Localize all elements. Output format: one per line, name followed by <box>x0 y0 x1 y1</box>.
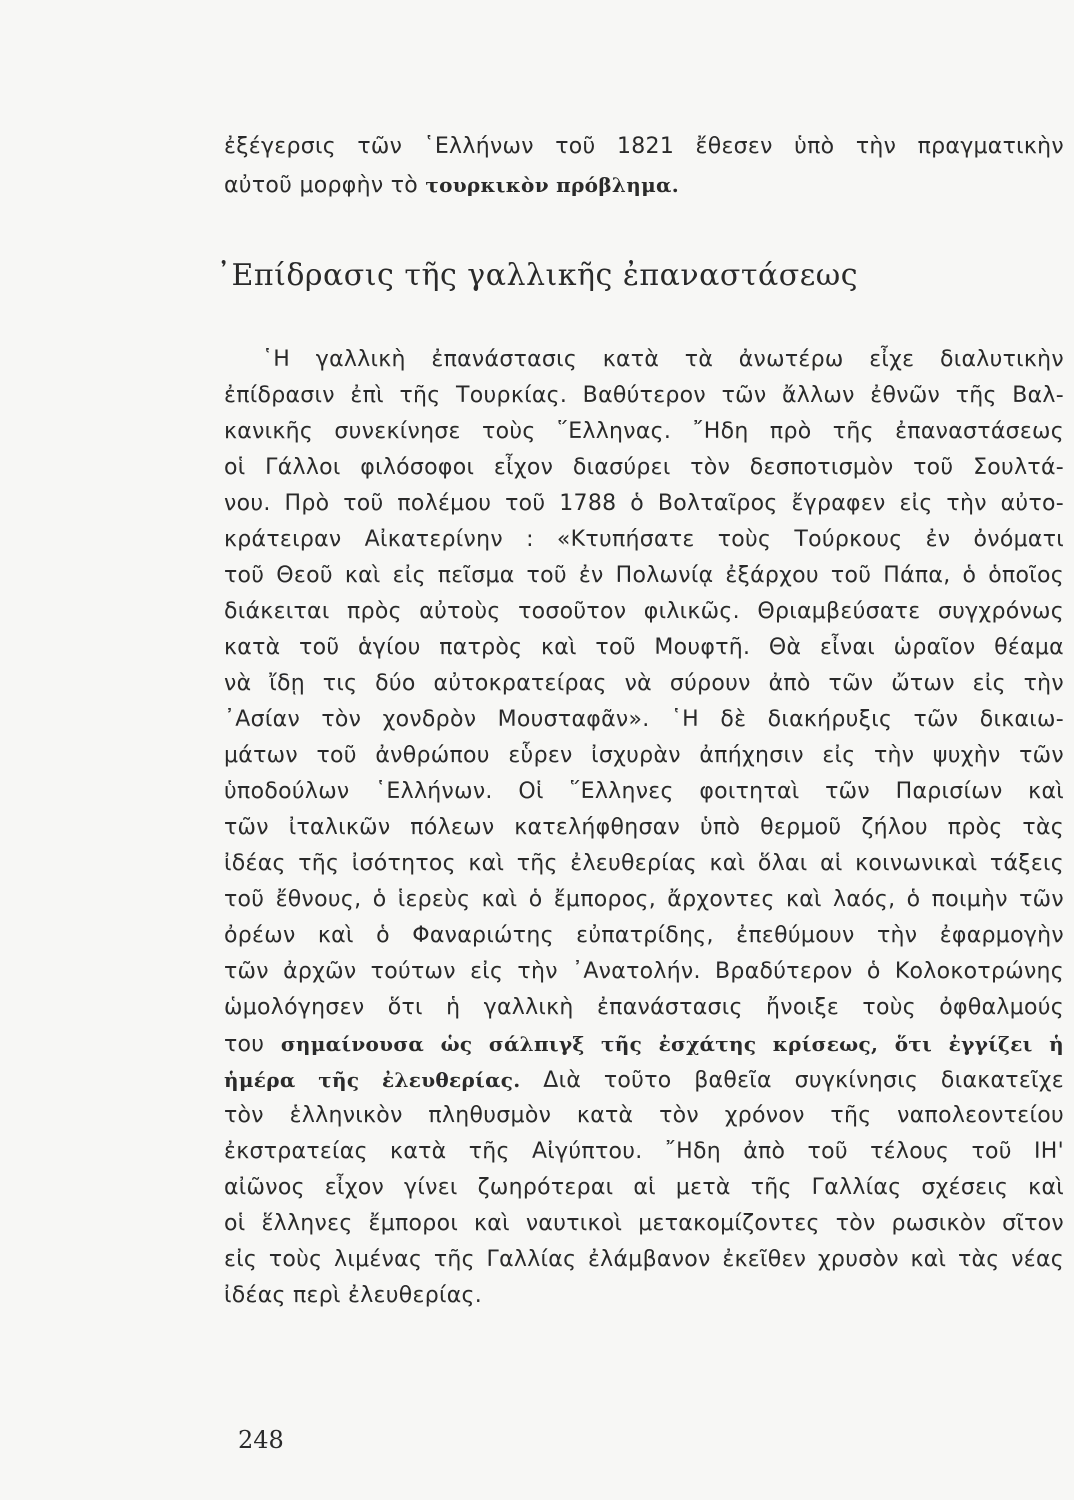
body-line-21-text: Διὰ τοῦτο βαθεῖα συγκίνησις διακατεῖχε <box>520 1068 1064 1093</box>
intro-line-1: ἐξέγερσις τῶν ῾Ελλήνων τοῦ 1821 ἔθεσεν ὑπὸ τὴν πραγματικὴν <box>224 134 1064 159</box>
body-line-1: ῾Η γαλλικὴ ἐπανάστασις κατὰ τὰ ἀνωτέρω εἶχε διαλυτικὴν <box>262 347 1064 372</box>
body-line-2: ἐπίδρασιν ἐπὶ τῆς Τουρκίας. Βαθύτερον τῶν ἄλλων ἐθνῶν τῆς Βαλ- <box>224 383 1064 408</box>
body-line-8: διάκειται πρὸς αὐτοὺς τοσοῦτον φιλικῶς. Θριαμβεύσατε συγχρόνως <box>224 599 1064 624</box>
body-line-26: εἰς τοὺς λιμένας τῆς Γαλλίας ἐλάμβανον ἐκεῖθεν χρυσὸν καὶ τὰς νέας <box>224 1247 1064 1272</box>
body-line-4: οἱ Γάλλοι φιλόσοφοι εἶχον διασύρει τὸν δεσποτισμὸν τοῦ Σουλτά- <box>224 455 1064 480</box>
body-line-22: τὸν ἑλληνικὸν πληθυσμὸν κατὰ τὸν χρόνον τῆς ναπολεοντείου <box>224 1103 1064 1128</box>
body-line-7: τοῦ Θεοῦ καὶ εἰς πεῖσμα τοῦ ἐν Πολωνίᾳ ἐξάρχου τοῦ Πάπα, ὁ ὁποῖος <box>224 563 1064 588</box>
body-line-27: ἰδέας περὶ ἐλευθερίας. <box>224 1283 483 1308</box>
emphasis-phrase-1: σημαίνουσα ὡς σάλπιγξ τῆς ἐσχάτης κρίσεως, ὅτι ἐγγίζει ἡ <box>280 1032 1064 1056</box>
body-line-24: αἰῶνος εἶχον γίνει ζωηρότεραι αἱ μετὰ τῆς Γαλλίας σχέσεις καὶ <box>224 1175 1064 1200</box>
body-line-10: νὰ ἴδῃ τις δύο αὐτοκρατείρας νὰ σύρουν ἀπὸ τῶν ὤτων εἰς τὴν <box>224 671 1064 696</box>
body-line-6: κράτειραν Αἰκατερίνην : «Κτυπήσατε τοὺς Τούρκους ἐν ὀνόματι <box>224 527 1064 552</box>
intro-line-2-text: αὐτοῦ μορφὴν τὸ <box>224 173 426 198</box>
body-line-13: ὑποδούλων ῾Ελλήνων. Οἱ ῞Ελληνες φοιτηταὶ τῶν Παρισίων καὶ <box>224 779 1064 804</box>
body-line-12: μάτων τοῦ ἀνθρώπου εὗρεν ἰσχυρὰν ἀπήχησιν εἰς τὴν ψυχὴν τῶν <box>224 743 1064 768</box>
body-line-25: οἱ ἕλληνες ἔμποροι καὶ ναυτικοὶ μετακομίζοντες τὸν ρωσικὸν σῖτον <box>224 1211 1064 1236</box>
body-line-3: κανικῆς συνεκίνησε τοὺς ῞Ελληνας. ῎Ηδη πρὸ τῆς ἐπαναστάσεως <box>224 419 1064 444</box>
body-line-19: ὡμολόγησεν ὅτι ἡ γαλλικὴ ἐπανάστασις ἤνοιξε τοὺς ὀφθαλμούς <box>224 995 1064 1020</box>
body-line-17: ὀρέων καὶ ὁ Φαναριώτης εὐπατρίδης, ἐπεθύμουν τὴν ἐφαρμογὴν <box>224 923 1064 948</box>
body-line-20 <box>224 1029 1064 1060</box>
intro-line-2 <box>224 170 1064 201</box>
body-line-20-text: του <box>224 1032 281 1057</box>
body-line-21 <box>224 1065 1064 1096</box>
body-line-23: ἐκστρατείας κατὰ τῆς Αἰγύπτου. ῎Ηδη ἀπὸ τοῦ τέλους τοῦ ΙΗ' <box>224 1139 1064 1164</box>
intro-bold-phrase: τουρκικὸν πρόβλημα. <box>425 173 679 197</box>
emphasis-phrase-2: ἡμέρα τῆς ἐλευθερίας. <box>224 1068 521 1092</box>
body-line-15: ἰδέας τῆς ἰσότητος καὶ τῆς ἐλευθερίας καὶ ὅλαι αἱ κοινωνικαὶ τάξεις <box>224 851 1064 876</box>
body-line-5: νου. Πρὸ τοῦ πολέμου τοῦ 1788 ὁ Βολταῖρος ἔγραφεν εἰς τὴν αὐτο- <box>224 491 1064 516</box>
body-line-18: τῶν ἀρχῶν τούτων εἰς τὴν ᾿Ανατολήν. Βραδύτερον ὁ Κολοκοτρώνης <box>224 959 1064 984</box>
body-line-9: κατὰ τοῦ ἁγίου πατρὸς καὶ τοῦ Μουφτῆ. Θὰ εἶναι ὡραῖον θέαμα <box>224 635 1064 660</box>
body-line-11: ᾿Ασίαν τὸν χονδρὸν Μουσταφᾶν». ῾Η δὲ διακήρυξις τῶν δικαιω- <box>224 707 1064 732</box>
page-number: 248 <box>238 1426 284 1454</box>
body-line-16: τοῦ ἔθνους, ὁ ἱερεὺς καὶ ὁ ἔμπορος, ἄρχοντες καὶ λαός, ὁ ποιμὴν τῶν <box>224 887 1064 912</box>
body-line-14: τῶν ἰταλικῶν πόλεων κατελήφθησαν ὑπὸ θερμοῦ ζήλου πρὸς τὰς <box>224 815 1064 840</box>
section-heading: ᾿Επίδρασις τῆς γαλλικῆς ἐπαναστάσεως <box>215 258 859 293</box>
